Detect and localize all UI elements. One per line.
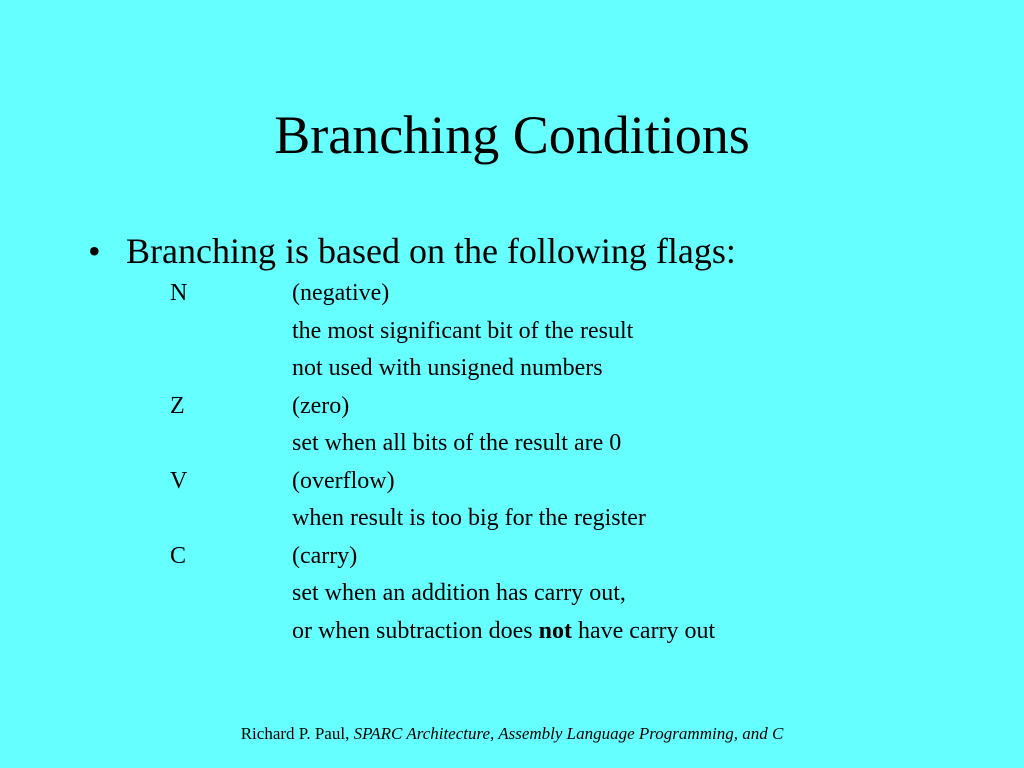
flag-detail: set when all bits of the result are 0 xyxy=(292,430,622,456)
flag-row-v xyxy=(0,466,1024,504)
flag-name: (overflow) xyxy=(292,467,395,494)
flag-detail-row xyxy=(0,316,1024,354)
flag-detail: when result is too big for the register xyxy=(292,505,646,531)
flag-letter: Z xyxy=(170,392,185,419)
flag-row-n xyxy=(0,278,1024,316)
flag-list xyxy=(0,278,1024,653)
bullet-point-icon: • xyxy=(88,231,101,271)
flag-detail-after: have carry out xyxy=(571,617,716,644)
flag-row-z xyxy=(0,391,1024,429)
flag-detail-row xyxy=(0,578,1024,616)
flag-detail-row xyxy=(0,616,1024,654)
flag-name: (zero) xyxy=(292,392,350,419)
flag-letter: C xyxy=(170,542,187,569)
flag-detail-before: or when subtraction does xyxy=(292,617,539,644)
slide-title: Branching Conditions xyxy=(274,105,750,165)
citation-footer xyxy=(0,723,1024,745)
flag-name: (carry) xyxy=(292,542,358,569)
flag-detail: not used with unsigned numbers xyxy=(292,355,603,381)
flag-letter: N xyxy=(170,280,188,306)
flag-detail: the most significant bit of the result xyxy=(292,317,634,344)
flag-detail-row xyxy=(0,503,1024,541)
bullet-text: Branching is based on the following flags: xyxy=(126,231,736,271)
flag-letter: V xyxy=(170,467,188,494)
footer-author: Richard P. Paul, xyxy=(240,724,354,743)
footer-work-title: SPARC Architecture, Assembly Language Programming, and C xyxy=(353,724,784,743)
flag-detail-row xyxy=(0,353,1024,391)
flag-detail xyxy=(292,616,715,646)
flag-name: (negative) xyxy=(292,280,390,306)
flag-detail-row xyxy=(0,428,1024,466)
flag-row-c xyxy=(0,541,1024,579)
bullet-item xyxy=(88,229,736,273)
flag-detail: set when an addition has carry out, xyxy=(292,580,626,606)
flag-detail-emphasis: not xyxy=(538,617,572,644)
